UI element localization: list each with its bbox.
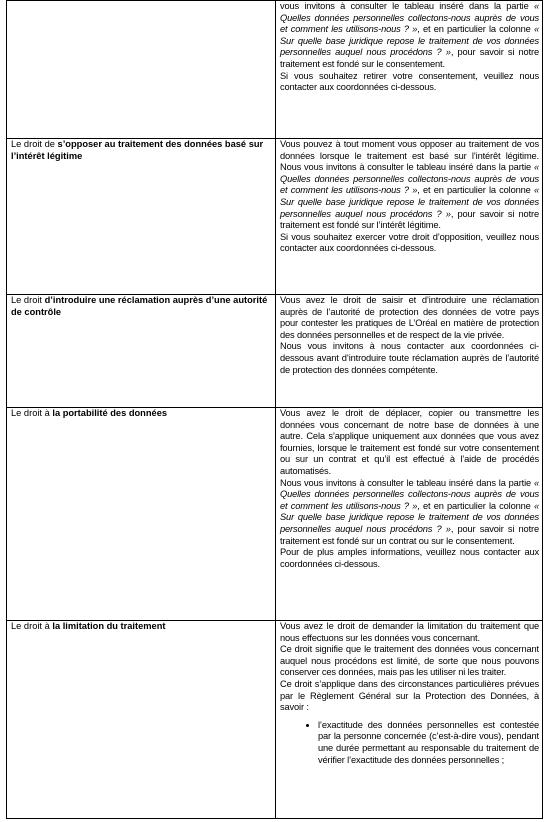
right-name-cell (7, 408, 276, 621)
text-run: Si vous souhaitez retirer votre consentement, veuillez nous contacter aux coordonnées ci-dessous. (280, 70, 539, 93)
right-name-cell (7, 1, 276, 139)
table-row (7, 621, 543, 819)
text-run: Vous avez le droit de saisir et d’introduire une réclamation auprès de l’autorité de protection des données de votre pays pour contester les pratiques de L’Oréal en matière de protection des données personnelles et de respect de la vie privée. (280, 295, 539, 340)
right-description-cell (276, 1, 543, 139)
description-paragraph (280, 408, 539, 478)
text-run: , pour savoir si notre traitement est fondé sur l’intérêt légitime. (280, 208, 539, 231)
right-name: la limitation du traitement (52, 621, 166, 631)
text-run: Ce droit signifie que le traitement des données vous concernant auquel nous procédons est limité, de sorte que nous pouvons conserver ces données, mais pas les utiliser ni les traiter. (280, 644, 539, 678)
table-row (7, 408, 543, 621)
right-name: s’opposer au traitement des données basé sur l’intérêt légitime (11, 139, 264, 161)
description-paragraph (280, 679, 539, 714)
table-row (7, 1, 543, 139)
description-paragraph (280, 644, 539, 679)
right-name-prefix: Le droit à (11, 408, 53, 418)
table-row (7, 139, 543, 295)
conditions-list (280, 720, 539, 766)
rights-table (6, 0, 543, 819)
description-paragraph (280, 139, 539, 232)
text-run: Pour de plus amples informations, veuillez nous contacter aux coordonnées ci-dessous. (280, 547, 539, 569)
description-paragraph (280, 1, 539, 71)
text-run: Nous vous invitons à consulter le tableau inséré dans la partie (280, 477, 534, 488)
right-name-cell (7, 621, 276, 819)
text-run: , et en particulier la colonne (417, 185, 534, 196)
column-reference: « Sur quelle base juridique repose le traitement de vos données personnelles auquel nous procédons ? » (280, 500, 539, 534)
description-paragraph (280, 71, 539, 94)
description-paragraph (280, 341, 539, 376)
right-name: d’introduire une réclamation auprès d’une autorité de contrôle (11, 295, 268, 317)
right-name-cell (7, 139, 276, 295)
column-reference: « Sur quelle base juridique repose le traitement de vos données personnelles auquel nous procédons ? » (280, 24, 539, 58)
right-name-prefix: Le droit à (11, 621, 53, 631)
right-name: la portabilité des données (52, 408, 168, 418)
description-paragraph (280, 295, 539, 341)
right-name-prefix: Le droit (11, 295, 45, 305)
description-paragraph (280, 547, 539, 570)
text-run: vous invitons à consulter le tableau inséré dans la partie (280, 1, 534, 11)
right-description-cell (276, 408, 543, 621)
text-run: Vous avez le droit de demander la limitation du traitement que nous effectuons sur les données vous concernant. (280, 621, 539, 643)
text-run: Ce droit s’applique dans des circonstances particulières prévues par le Règlement Général sur la Protection des Données, à savoir : (280, 678, 539, 713)
text-run: Vous avez le droit de déplacer, copier ou transmettre les données vous concernant de notre base de données à une autre. Cela s’applique uniquement aux données que vous avez fournies, lorsque le traitement est fondé sur votre consentement ou sur un contrat et qu’il est effectué à l’aide de procédés automatisés. (280, 408, 539, 476)
section-reference: « Quelles données personnelles collectons-nous auprès de vous et comment les utilisons-nous ? » (280, 162, 539, 196)
text-run: , et en particulier la colonne (417, 24, 534, 35)
text-run: Si vous souhaitez exercer votre droit d’opposition, veuillez nous contacter aux coordonnées ci-dessous. (280, 231, 539, 254)
right-name-prefix: Le droit de (11, 139, 58, 149)
text-run: Vous pouvez à tout moment vous opposer au traitement de vos données lorsque le traitement est basé sur l’intérêt légitime. Nous vous invitons à consulter le tableau inséré dans la partie (280, 139, 539, 173)
description-paragraph (280, 232, 539, 255)
list-item: • l’exactitude des données personnelles est contestée par la personne concernée (c’est-à-dire vous), pendant une durée permettant au responsable du traitement de vérifier l’exactitude des données personnelles ; (318, 720, 539, 766)
description-paragraph (280, 621, 539, 644)
text-run: , et en particulier la colonne (417, 500, 534, 511)
table-row (7, 295, 543, 408)
section-reference: « Quelles données personnelles collectons-nous auprès de vous et comment les utilisons-nous ? » (280, 1, 539, 35)
column-reference: « Sur quelle base juridique repose le traitement de vos données personnelles auquel nous procédons ? » (280, 185, 539, 219)
right-description-cell (276, 139, 543, 295)
right-name-cell (7, 295, 276, 408)
text-run: Nous vous invitons à nous contacter aux coordonnées ci-dessous avant d’introduire toute réclamation auprès de l’autorité de protection des données compétente. (280, 341, 539, 375)
right-description-cell (276, 295, 543, 408)
right-description-cell (276, 621, 543, 819)
text-run: , pour savoir si notre traitement est fondé sur un contrat ou sur le consentement. (280, 523, 539, 546)
description-paragraph (280, 478, 539, 548)
text-run: , pour savoir si notre traitement est fondé sur le consentement. (280, 47, 539, 69)
section-reference: « Quelles données personnelles collectons-nous auprès de vous et comment les utilisons-nous ? » (280, 477, 539, 511)
